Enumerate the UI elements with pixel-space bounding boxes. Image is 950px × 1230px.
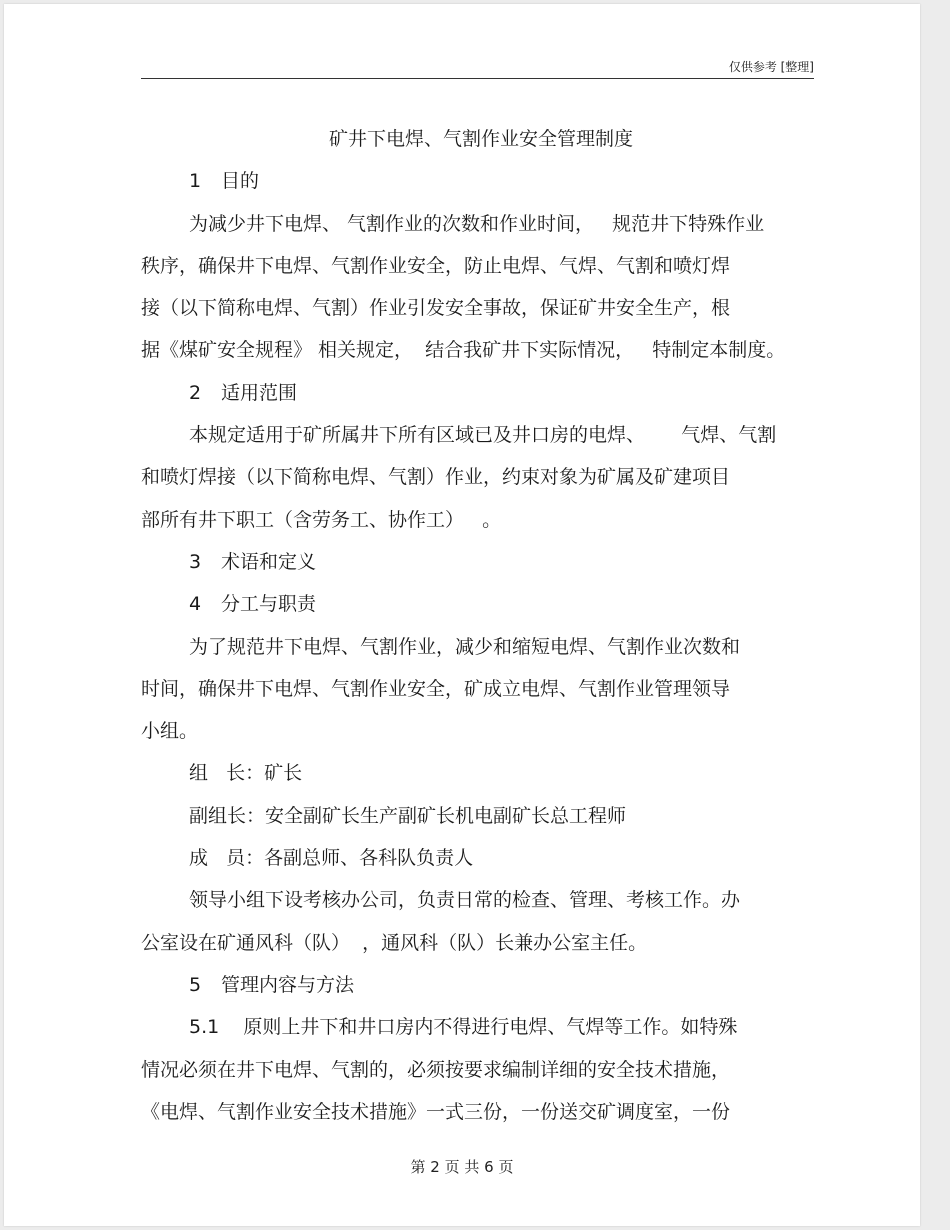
team-deputy-line: 副组长：安全副矿长生产副矿长机电副矿长总工程师 (189, 804, 627, 827)
paragraph-line: 部所有井下职工（含劳务工、协作工） 。 (141, 508, 502, 531)
paragraph-line: 5.1 原则上井下和井口房内不得进行电焊、气焊等工作。如特殊 (189, 1016, 738, 1039)
paragraph-line: 情况必须在井下电焊、气割的，必须按要求编制详细的安全技术措施， (141, 1058, 731, 1081)
paragraph-line: 小组。 (141, 720, 199, 743)
page-header: 仅供参考 [整理] (728, 60, 814, 74)
paragraph-line: 和喷灯焊接（以下简称电焊、气割）作业，约束对象为矿属及矿建项目 (141, 466, 731, 489)
team-members-line: 成 员：各副总师、各科队负责人 (189, 847, 474, 870)
paragraph-line: 本规定适用于矿所属井下所有区域已及井口房的电焊、 气焊、气割 (189, 424, 777, 447)
section-number: 4 (189, 593, 202, 616)
section-number: 5 (189, 973, 202, 996)
document-body (141, 118, 821, 1133)
paragraph-line: 公室设在矿通风科（队） ，通风科（队）长兼办公室主任。 (141, 931, 648, 954)
page-footer: 第 2 页 共 6 页 (410, 1158, 514, 1176)
paragraph-line: 为了规范井下电焊、气割作业，减少和缩短电焊、气割作业次数和 (189, 635, 741, 658)
section-heading-1 (141, 160, 821, 202)
section-heading-4 (141, 583, 821, 625)
section-number: 3 (189, 550, 202, 573)
paragraph-line: 接（以下简称电焊、气割）作业引发安全事故，保证矿井安全生产，根 (141, 297, 731, 320)
team-leader-line: 组 长：矿长 (189, 762, 303, 785)
section-number: 1 (189, 170, 202, 193)
paragraph-line: 为减少井下电焊、 气割作业的次数和作业时间， 规范井下特殊作业 (189, 212, 765, 235)
section-heading-5 (141, 964, 821, 1006)
section-title: 适用范围 (221, 381, 298, 404)
section-heading-3 (141, 541, 821, 583)
section-title: 分工与职责 (221, 593, 317, 616)
section-number: 2 (189, 381, 202, 404)
paragraph-line: 《电焊、气割作业安全技术措施》一式三份，一份送交矿调度室，一份 (141, 1100, 731, 1123)
paragraph-line: 秩序，确保井下电焊、气割作业安全，防止电焊、气焊、气割和喷灯焊 (141, 254, 731, 277)
paragraph-line: 领导小组下设考核办公司，负责日常的检查、管理、考核工作。办 (189, 889, 741, 912)
document-page (4, 4, 920, 1226)
section-title: 目的 (221, 170, 260, 193)
section-title: 管理内容与方法 (221, 973, 355, 996)
section-heading-2 (141, 372, 821, 414)
header-divider (141, 78, 814, 79)
document-title: 矿井下电焊、气割作业安全管理制度 (328, 128, 633, 150)
paragraph-line: 据《煤矿安全规程》 相关规定， 结合我矿井下实际情况， 特制定本制度。 (141, 339, 786, 362)
section-title: 术语和定义 (221, 550, 317, 573)
paragraph-line: 时间，确保井下电焊、气割作业安全，矿成立电焊、气割作业管理领导 (141, 677, 731, 700)
